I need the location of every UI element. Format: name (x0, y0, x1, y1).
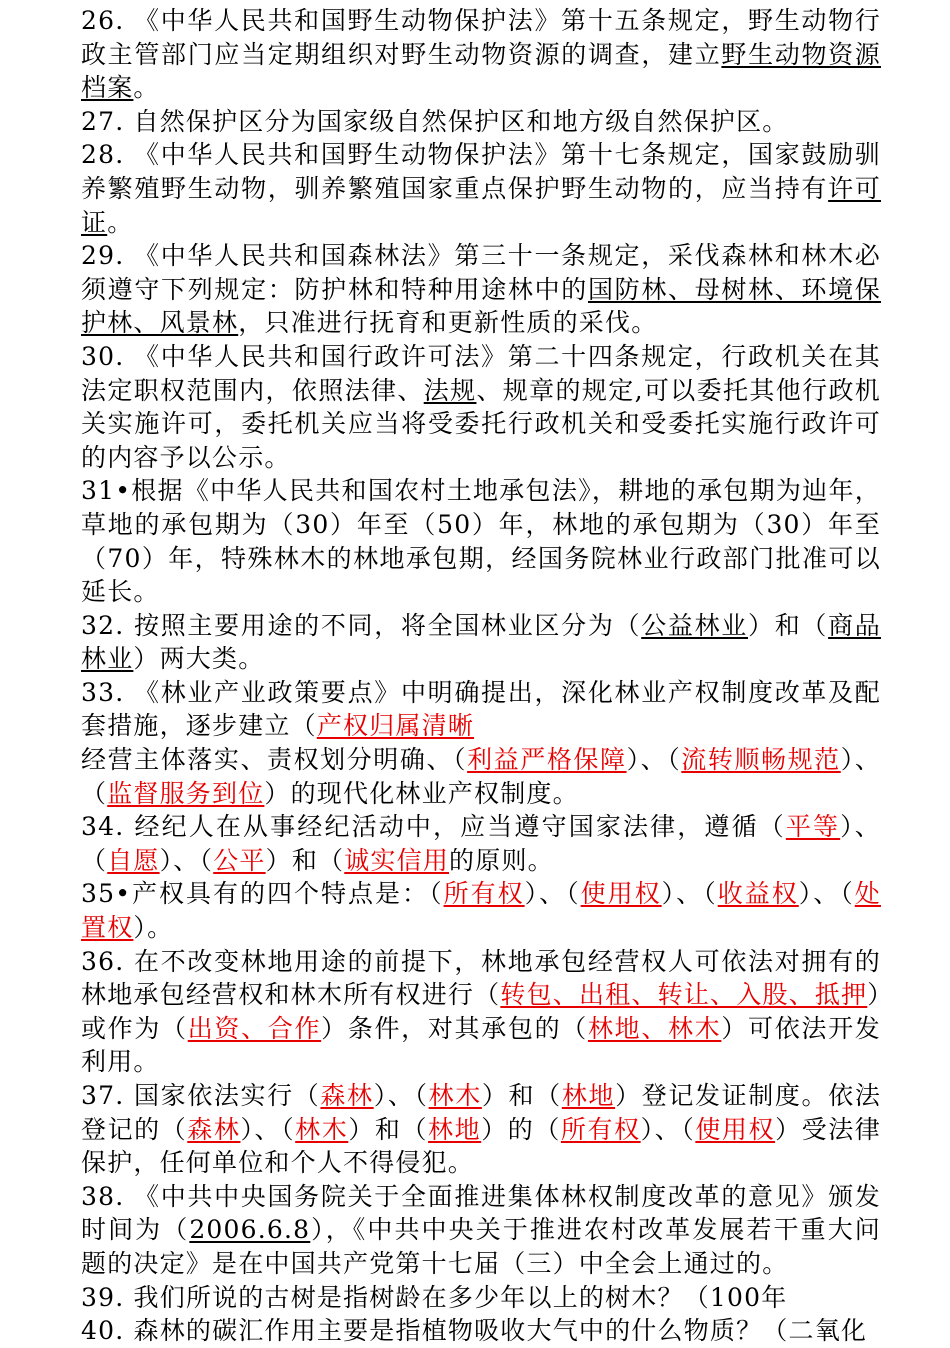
question-text: 、规章的规定,可以委托其他行政机关实施许可，委托机关应当将受委托行政机关和受委托实施行政许可的内容予以公示。 (81, 375, 881, 472)
question-text: 32. 按照主要用途的不同，将全国林业区分为（ (81, 610, 642, 640)
question-text: 40. 森林的碳汇作用主要是指植物吸收大气中的什么物质？（二氧化 (81, 1316, 868, 1346)
question-text: 经营主体落实、责权划分明确、（ (81, 745, 468, 775)
answer-red: 所有权 (443, 879, 525, 909)
question-text: ），《中共中央关于推进农村改革发展若干重大问题的决定》是在中国共产党第十七届（三）中全会上通过的。 (81, 1215, 881, 1278)
answer-red: 自愿 (107, 845, 160, 875)
question-text: 28. 《中华人民共和国野生动物保护法》第十七条规定，国家鼓励驯养繁殖野生动物，驯养繁殖国家重点保护野生动物的，应当持有 (81, 140, 881, 203)
question-text: ）受法律保护，任何单位和个人不得侵犯。 (81, 1114, 881, 1178)
question-text: 29. 《中华人民共和国森林法》第三十一条规定，采伐森林和林木必须遵守下列规定：防护林和特种用途林中的 (81, 241, 881, 304)
answer-red: 森林 (187, 1114, 241, 1144)
question-text: 的原则。 (449, 845, 554, 875)
question-38 (81, 1180, 881, 1281)
question-text: ）、（ (240, 1114, 296, 1144)
question-text: 37. 国家依法实行（ (81, 1081, 321, 1110)
question-text: ）、（ (640, 1114, 696, 1144)
answer-red: 林木 (428, 1081, 482, 1110)
answer-red: 流转顺畅规范 (681, 745, 841, 775)
answer-underlined: 野生动物资源档案 (81, 39, 882, 103)
question-text: ）、（ (373, 1081, 429, 1110)
question-text: ）和（ (748, 610, 829, 640)
question-text: 。 (133, 73, 160, 103)
answer-red: 出资、合作 (187, 1013, 322, 1043)
question-31 (81, 474, 881, 608)
answer-red: 公平 (213, 845, 266, 875)
answer-red: 诚实信用 (344, 845, 450, 875)
question-text: ）登记发证制度。依法登记的（ (81, 1081, 882, 1144)
question-text: ）的（ (481, 1114, 561, 1144)
question-text: 34. 经纪人在从事经纪活动中，应当遵守国家法律，遵循（ (81, 812, 786, 842)
question-text: ）和（ (348, 1114, 429, 1144)
answer-red: 利益严格保障 (467, 745, 627, 775)
question-text: ）、（ (81, 745, 882, 808)
answer-underlined: 2006.6.8 (189, 1215, 311, 1245)
answer-underlined: 法规 (423, 375, 477, 405)
question-text: 33. 《林业产业政策要点》中明确提出，深化林业产权制度改革及配套措施，逐步建立（ (81, 677, 881, 741)
question-27 (81, 105, 881, 139)
answer-red: 使用权 (580, 879, 662, 909)
question-text: ）两大类。 (133, 644, 265, 674)
answer-red: 平等 (785, 812, 841, 842)
question-text: 31•根据《中华人民共和国农村土地承包法》，耕地的承包期为辿年，草地的承包期为（30）年至（50）年，林地的承包期为（30）年至（70）年，特殊林木的林地承包期，经国务院林业行政部门批准可以延长。 (81, 476, 881, 607)
answer-red: 所有权 (560, 1114, 641, 1144)
answer-red: 使用权 (695, 1114, 776, 1144)
answer-underlined: 公益林业 (641, 610, 748, 640)
question-36 (81, 945, 881, 1079)
question-text: ）、（ (798, 879, 855, 909)
question-28 (81, 138, 881, 239)
question-33 (81, 676, 881, 810)
answer-red: 林地 (428, 1114, 482, 1144)
question-text: ）、（ (81, 812, 881, 875)
question-text: 39. 我们所说的古树是指树龄在多少年以上的树木？（100年 (81, 1282, 788, 1312)
answer-red: 收益权 (717, 879, 799, 909)
question-text: ）的现代化林业产权制度。 (264, 778, 579, 808)
answer-red: 森林 (320, 1081, 374, 1110)
answer-red: 林木 (295, 1114, 349, 1144)
document-page (81, 4, 881, 1348)
question-text: ）、（ (159, 845, 214, 875)
answer-red: 林地 (561, 1081, 616, 1110)
question-37 (81, 1079, 881, 1180)
answer-red: 转包、出租、转让、入股、抵押 (500, 980, 868, 1010)
question-26 (81, 4, 881, 105)
answer-underlined: 许可证 (81, 173, 881, 237)
question-32 (81, 609, 881, 676)
question-text: ，只准进行抚育和更新性质的采伐。 (238, 308, 658, 338)
question-text: 36. 在不改变林地用途的前提下，林地承包经营权人可依法对拥有的林地承包经营权和林木所有权进行（ (81, 946, 881, 1010)
question-text: 。 (107, 207, 134, 237)
answer-red: 林地、林木 (587, 1013, 722, 1043)
question-text: 35•产权具有的四个特点是：（ (81, 879, 444, 909)
question-34 (81, 810, 881, 877)
question-text: ）条件，对其承包的（ (321, 1013, 588, 1043)
question-text: ）和（ (265, 845, 345, 875)
question-text: 26. 《中华人民共和国野生动物保护法》第十五条规定，野生动物行政主管部门应当定期组织对野生动物资源的调查，建立 (81, 6, 881, 69)
question-text: ）、（ (524, 879, 581, 909)
question-35 (81, 877, 881, 944)
answer-underlined: 国防林、母树林、环境保护林、风景林 (81, 274, 881, 338)
question-text: ）。 (133, 913, 174, 943)
answer-red: 监督服务到位 (107, 778, 265, 808)
question-39 (81, 1281, 881, 1315)
question-text: ）、（ (661, 879, 718, 909)
question-text: ）和（ (481, 1081, 562, 1110)
answer-red: 产权归属清晰 (316, 711, 475, 741)
question-text: ）、（ (626, 745, 682, 775)
question-text: 27. 自然保护区分为国家级自然保护区和地方级自然保护区。 (81, 106, 789, 136)
question-text: 30. 《中华人民共和国行政许可法》第二十四条规定，行政机关在其法定职权范围内，依照法律、 (81, 341, 881, 405)
answer-red: 处置权 (81, 879, 881, 943)
question-text: ）可依法开发利用。 (81, 1013, 881, 1077)
question-29 (81, 239, 881, 340)
answer-underlined: 商品林业 (81, 610, 881, 674)
question-30 (81, 340, 881, 474)
question-40 (81, 1314, 881, 1348)
question-text: 38. 《中共中央国务院关于全面推进集体林权制度改革的意见》颁发时间为（ (81, 1181, 881, 1245)
question-text: ）或作为（ (81, 980, 881, 1043)
